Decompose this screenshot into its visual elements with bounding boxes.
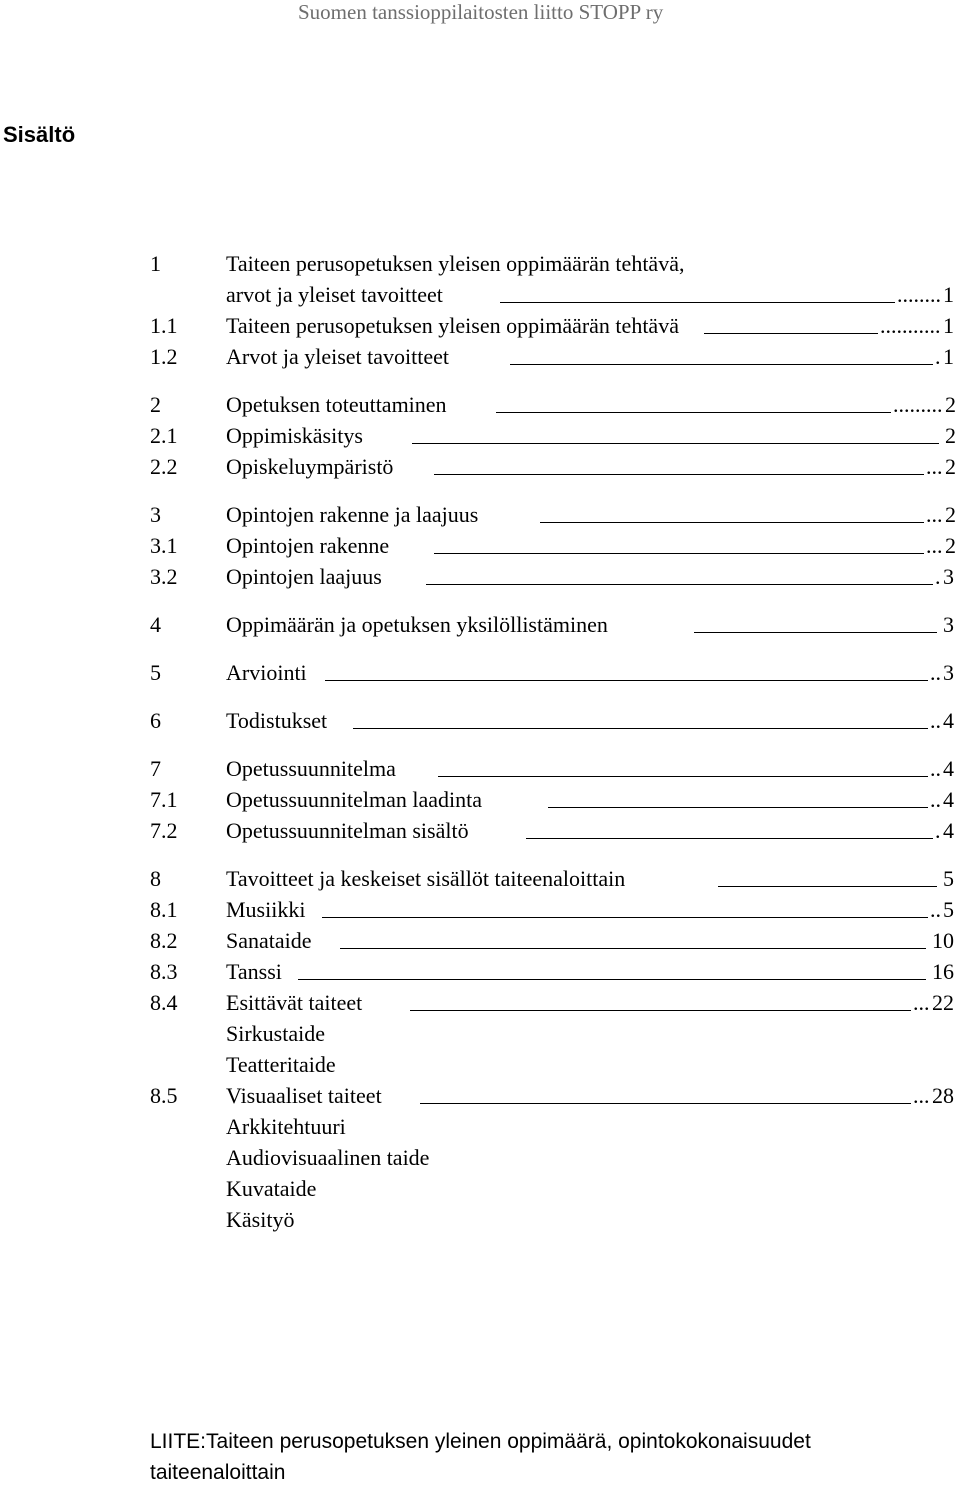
toc-entry-title: Tanssi xyxy=(226,959,282,984)
toc-entry-title: Sanataide xyxy=(226,928,312,953)
toc-leader-dots: . xyxy=(935,818,941,843)
toc-entry-title: Opintojen rakenne xyxy=(226,533,390,558)
toc-entry-title: Esittävät taiteet xyxy=(226,990,363,1015)
toc-entry-number: 1 xyxy=(150,251,161,276)
toc-entry xyxy=(0,863,960,894)
toc-leader-line xyxy=(410,1010,911,1011)
toc-entry-title: Oppimäärän ja opetuksen yksilöllistäminen xyxy=(226,612,608,637)
toc-entry-number: 1.2 xyxy=(150,344,178,369)
toc-entry-number: 8.4 xyxy=(150,990,178,1015)
toc-entry-title: Visuaaliset taiteet xyxy=(226,1083,382,1108)
toc-leader-dots: ........... xyxy=(880,313,941,338)
toc-entry xyxy=(0,987,960,1018)
toc-leader-dots: .. xyxy=(930,756,941,781)
toc-leader-dots: ........ xyxy=(897,282,941,307)
toc-leader-dots: .. xyxy=(930,897,941,922)
toc-entry xyxy=(0,1049,960,1080)
toc-entry-title: Arkkitehtuuri xyxy=(226,1114,346,1139)
toc-page-number: 4 xyxy=(943,756,954,781)
toc-page-number: 3 xyxy=(943,564,954,589)
toc-entry-title: Opiskeluympäristö xyxy=(226,454,394,479)
toc-leader-line xyxy=(434,474,924,475)
toc-entry-title: Opetussuunnitelman sisältö xyxy=(226,818,469,843)
toc-leader-line xyxy=(510,364,933,365)
toc-entry-number: 5 xyxy=(150,660,161,685)
toc-entry-title: Sirkustaide xyxy=(226,1021,325,1046)
toc-leader-line xyxy=(540,522,924,523)
toc-entry-title: Teatteritaide xyxy=(226,1052,336,1077)
toc-entry-number: 2.1 xyxy=(150,423,178,448)
toc-entry xyxy=(0,609,960,640)
page-title: Sisältö xyxy=(3,122,76,147)
toc-leader-dots: . xyxy=(935,344,941,369)
toc-leader-line xyxy=(322,917,928,918)
toc-page-number: 3 xyxy=(943,660,954,685)
toc-page-number: 5 xyxy=(943,866,954,891)
toc-entry-title: arvot ja yleiset tavoitteet xyxy=(226,282,443,307)
toc-leader-line xyxy=(353,728,928,729)
toc-page-number: 2 xyxy=(945,423,956,448)
toc-page-number: 3 xyxy=(943,612,954,637)
toc-page-number: 4 xyxy=(943,787,954,812)
toc-entry xyxy=(0,420,960,451)
toc-entry-number: 3.1 xyxy=(150,533,178,558)
toc-entry xyxy=(0,310,960,341)
toc-leader-line xyxy=(718,886,937,887)
toc-leader-line xyxy=(496,412,891,413)
toc-entry-number: 7.2 xyxy=(150,818,178,843)
toc-entry xyxy=(0,1080,960,1111)
toc-leader-line xyxy=(412,443,939,444)
toc-leader-line xyxy=(434,553,924,554)
toc-entry-number: 2 xyxy=(150,392,161,417)
toc-leader-dots: .. xyxy=(930,708,941,733)
toc-entry xyxy=(0,1142,960,1173)
toc-leader-line xyxy=(438,776,928,777)
toc-entry-number: 8 xyxy=(150,866,161,891)
toc-page-number: 4 xyxy=(943,818,954,843)
toc-entry-title: Taiteen perusopetuksen yleisen oppimäärän tehtävä, xyxy=(226,251,685,276)
toc-leader-line xyxy=(548,807,928,808)
toc-page-number: 2 xyxy=(945,392,956,417)
toc-leader-dots: .. xyxy=(930,787,941,812)
toc-entry-title: Taiteen perusopetuksen yleisen oppimäärän tehtävä xyxy=(226,313,679,338)
toc-page-number: 5 xyxy=(943,897,954,922)
toc-entry xyxy=(0,248,960,279)
toc-entry-number: 1.1 xyxy=(150,313,178,338)
toc-leader-dots: . xyxy=(935,564,941,589)
toc-leader-line xyxy=(298,979,926,980)
toc-page-number: 28 xyxy=(932,1083,954,1108)
toc-entry-title: Käsityö xyxy=(226,1207,295,1232)
document-header: Suomen tanssioppilaitosten liitto STOPP ry xyxy=(298,0,664,24)
toc-leader-line xyxy=(500,302,895,303)
toc-leader-line xyxy=(426,584,933,585)
toc-entry-title: Opintojen laajuus xyxy=(226,564,382,589)
toc-leader-dots: ... xyxy=(913,1083,930,1108)
toc-entry-title: Tavoitteet ja keskeiset sisällöt taiteenaloittain xyxy=(226,866,626,891)
toc-entry-title: Oppimiskäsitys xyxy=(226,423,363,448)
toc-entry xyxy=(0,530,960,561)
toc-entry-number: 8.5 xyxy=(150,1083,178,1108)
toc-entry xyxy=(0,499,960,530)
toc-entry-number: 2.2 xyxy=(150,454,178,479)
toc-entry xyxy=(0,956,960,987)
toc-leader-line xyxy=(694,632,937,633)
toc-entry xyxy=(0,705,960,736)
toc-entry xyxy=(0,279,960,310)
toc-entry-number: 8.3 xyxy=(150,959,178,984)
toc-page-number: 2 xyxy=(945,502,956,527)
toc-leader-dots: ......... xyxy=(893,392,943,417)
toc-entry-number: 8.1 xyxy=(150,897,178,922)
toc-entry-number: 3.2 xyxy=(150,564,178,589)
toc-entry xyxy=(0,815,960,846)
toc-entry-number: 7 xyxy=(150,756,161,781)
toc-entry xyxy=(0,1173,960,1204)
toc-entry-title: Kuvataide xyxy=(226,1176,317,1201)
toc-leader-line xyxy=(340,948,926,949)
toc-leader-line xyxy=(420,1103,911,1104)
toc-entry xyxy=(0,1111,960,1142)
toc-entry-number: 7.1 xyxy=(150,787,178,812)
toc-entry-title: Musiikki xyxy=(226,897,306,922)
toc-entry-number: 8.2 xyxy=(150,928,178,953)
toc-leader-line xyxy=(704,333,878,334)
toc-entry xyxy=(0,389,960,420)
toc-entry-number: 3 xyxy=(150,502,161,527)
toc-entry xyxy=(0,925,960,956)
toc-page-number: 1 xyxy=(943,313,954,338)
toc-page-number: 2 xyxy=(945,454,956,479)
toc-leader-line xyxy=(325,680,928,681)
toc-entry-title: Arvot ja yleiset tavoitteet xyxy=(226,344,449,369)
toc-page-number: 1 xyxy=(943,282,954,307)
toc-leader-dots: ... xyxy=(926,533,943,558)
toc-entry-title: Audiovisuaalinen taide xyxy=(226,1145,430,1170)
toc-entry-title: Opetussuunnitelma xyxy=(226,756,396,781)
toc-entry-number: 6 xyxy=(150,708,161,733)
toc-leader-dots: ... xyxy=(926,454,943,479)
toc-entry xyxy=(0,341,960,372)
toc-entry xyxy=(0,894,960,925)
toc-entry xyxy=(0,657,960,688)
toc-leader-dots: .. xyxy=(930,660,941,685)
toc-entry-title: Opetuksen toteuttaminen xyxy=(226,392,447,417)
toc-entry xyxy=(0,561,960,592)
appendix-note: LIITE:Taiteen perusopetuksen yleinen oppimäärä, opintokokonaisuudet taiteenaloittain xyxy=(150,1430,811,1484)
toc-page-number: 10 xyxy=(932,928,954,953)
toc-page-number: 4 xyxy=(943,708,954,733)
toc-entry xyxy=(0,451,960,482)
toc-entry-title: Todistukset xyxy=(226,708,328,733)
toc-entry xyxy=(0,1204,960,1235)
toc-page-number: 16 xyxy=(932,959,954,984)
toc-entry xyxy=(0,1018,960,1049)
toc-entry-title: Opintojen rakenne ja laajuus xyxy=(226,502,479,527)
toc-leader-line xyxy=(526,838,933,839)
toc-page-number: 1 xyxy=(943,344,954,369)
toc-entry-title: Opetussuunnitelman laadinta xyxy=(226,787,482,812)
toc-leader-dots: ... xyxy=(926,502,943,527)
toc-leader-dots: ... xyxy=(913,990,930,1015)
toc-entry xyxy=(0,784,960,815)
toc-page-number: 2 xyxy=(945,533,956,558)
toc-entry-title: Arviointi xyxy=(226,660,307,685)
toc-entry xyxy=(0,753,960,784)
toc-entry-number: 4 xyxy=(150,612,161,637)
toc-page-number: 22 xyxy=(932,990,954,1015)
